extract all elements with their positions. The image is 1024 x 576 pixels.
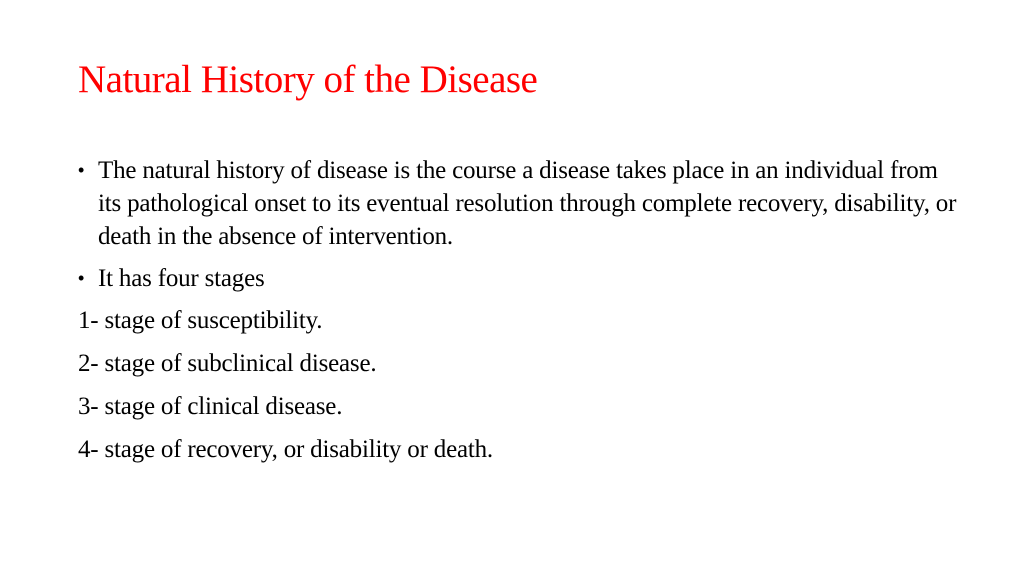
stage-number: 4- [78,436,99,463]
stage-text: stage of clinical disease. [104,393,343,420]
stage-number: 1- [78,307,99,334]
bullet-item-stages [78,262,958,295]
slide-content [78,154,958,476]
stage-text: stage of recovery, or disability or death. [104,436,493,463]
stage-number: 3- [78,393,99,420]
bullet-marker: • [78,160,85,180]
stage-item-3 [78,390,958,423]
stage-text: stage of subclinical disease. [104,350,377,377]
stage-item-2 [78,347,958,380]
bullet-marker: • [78,268,85,288]
bullet-text: It has four stages [98,265,265,292]
stage-item-1 [78,304,958,337]
slide-title: Natural History of the Disease [78,58,538,101]
stage-text: stage of susceptibility. [104,307,323,334]
stage-number: 2- [78,350,99,377]
bullet-item-definition [78,154,958,253]
bullet-text: The natural history of disease is the course a disease takes place in an individual from its pathological onset to its eventual resolution through complete recovery, disability, or death in the absence of intervention. [98,157,957,250]
stage-item-4 [78,433,958,466]
